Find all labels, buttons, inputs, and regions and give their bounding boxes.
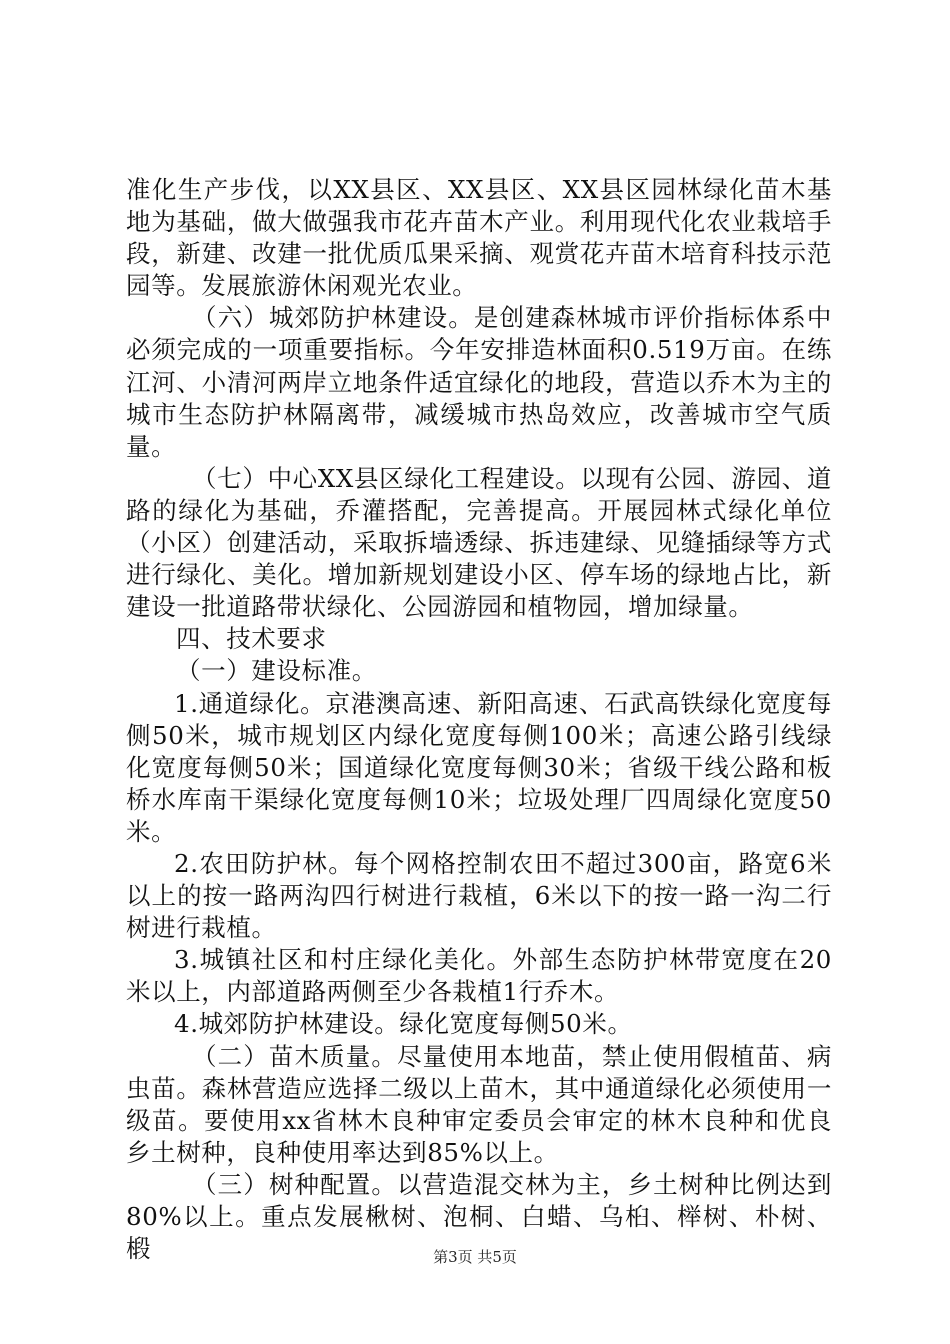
paragraph-suburban-shelterbelt: （六）城郊防护林建设。是创建森林城市评价指标体系中必须完成的一项重要指标。今年安排造林面积0.519万亩。在练江河、小清河两岸立地条件适宜绿化的地段，营造以乔木为主的城市生态防护林隔离带，减缓城市热岛效应，改善城市空气质量。 — [126, 303, 832, 461]
paragraph-suburban-width: 4.城郊防护林建设。绿化宽度每侧50米。 — [174, 1009, 633, 1039]
paragraph-town-village-greening: 3.城镇社区和村庄绿化美化。外部生态防护林带宽度在20米以上，内部道路两侧至少各栽植1行乔木。 — [126, 945, 832, 1007]
paragraph-seedling-quality: （二）苗木质量。尽量使用本地苗，禁止使用假植苗、病虫苗。森林营造应选择二级以上苗木，其中通道绿化必须使用一级苗。要使用xx省林木良种审定委员会审定的林木良种和优良乡土树种，良种使用率达到85%以上。 — [126, 1041, 832, 1167]
document-body — [126, 174, 832, 1265]
paragraph-continued: 准化生产步伐，以XX县区、XX县区、XX县区园林绿化苗木基地为基础，做大做强我市花卉苗木产业。利用现代化农业栽培手段，新建、改建一批优质瓜果采摘、观赏花卉苗木培育科技示范园等。发展旅游休闲观光农业。 — [126, 175, 832, 301]
paragraph-corridor-greening: 1.通道绿化。京港澳高速、新阳高速、石武高铁绿化宽度每侧50米，城市规划区内绿化宽度每侧100米；高速公路引线绿化宽度每侧50米；国道绿化宽度每侧30米；省级干线公路和板桥水库南干渠绿化宽度每侧10米；垃圾处理厂四周绿化宽度50米。 — [126, 688, 832, 846]
page-number-footer: 第3页 共5页 — [433, 1248, 517, 1266]
paragraph-farmland-shelterbelt: 2.农田防护林。每个网格控制农田不超过300亩，路宽6米以上的按一路两沟四行树进行栽植，6米以下的按一路一沟二行树进行栽植。 — [126, 848, 832, 943]
section-heading-technical-requirements: 四、技术要求 — [176, 624, 327, 654]
paragraph-species-configuration: （三）树种配置。以营造混交林为主，乡土树种比例达到80%以上。重点发展楸树、泡桐、白蜡、乌桕、榉树、朴树、椴 — [126, 1169, 832, 1264]
subsection-heading-standards: （一）建设标准。 — [176, 656, 377, 686]
paragraph-central-greening: （七）中心XX县区绿化工程建设。以现有公园、游园、道路的绿化为基础，乔灌搭配，完善提高。开展园林式绿化单位（小区）创建活动，采取拆墙透绿、拆违建绿、见缝插绿等方式进行绿化、美化。增加新规划建设小区、停车场的绿地占比，新建设一批道路带状绿化、公园游园和植物园，增加绿量。 — [126, 463, 832, 622]
